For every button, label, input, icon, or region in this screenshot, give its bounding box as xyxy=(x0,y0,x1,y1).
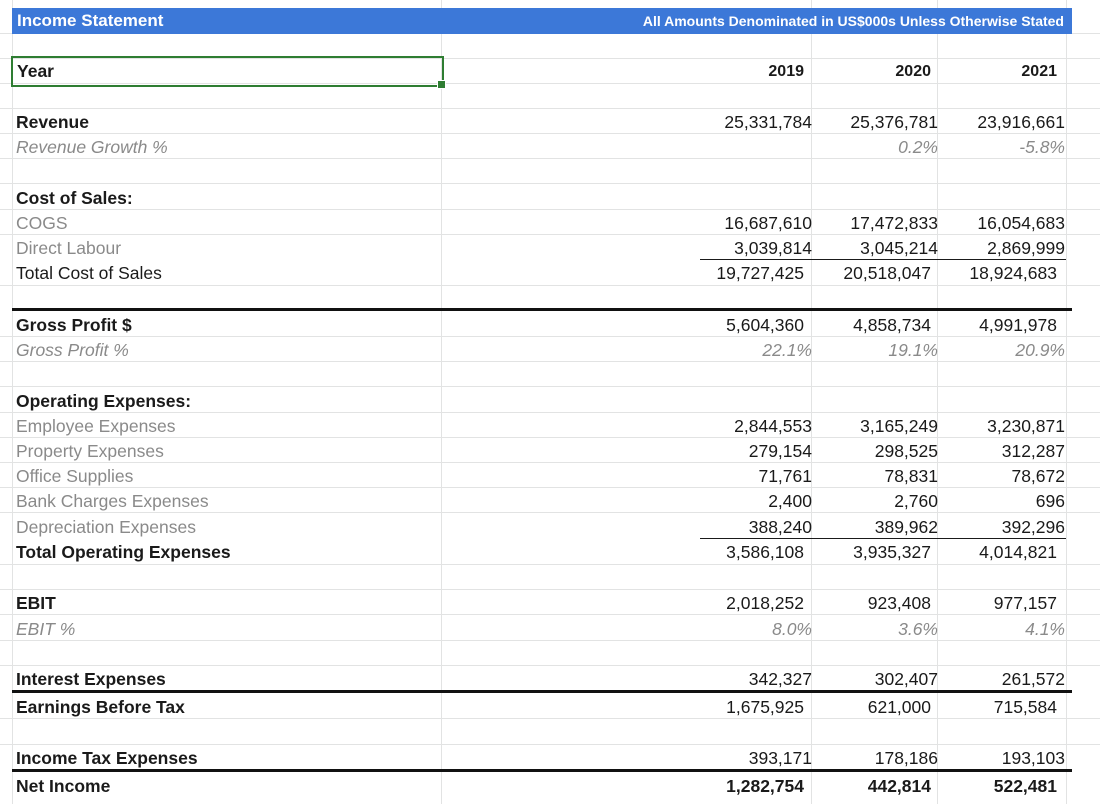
total-cost-of-sales-label[interactable]: Total Cost of Sales xyxy=(16,263,162,283)
gross-profit-pct-2021[interactable]: 20.9% xyxy=(1015,340,1065,360)
subtotal-rule xyxy=(700,259,1066,260)
net-income-2020[interactable]: 442,814 xyxy=(867,776,931,796)
total-cost-of-sales-2021[interactable]: 18,924,683 xyxy=(969,263,1057,283)
total-operating-expenses-2020[interactable]: 3,935,327 xyxy=(853,542,931,562)
direct-labour-2021[interactable]: 2,869,999 xyxy=(987,238,1065,258)
section-rule xyxy=(12,769,1072,772)
gross-profit-pct-2020[interactable]: 19.1% xyxy=(888,340,938,360)
year-label[interactable]: Year xyxy=(17,61,54,81)
selected-cell[interactable] xyxy=(11,56,444,87)
depreciation-2020[interactable]: 389,962 xyxy=(874,517,938,537)
ebit-2020[interactable]: 923,408 xyxy=(867,593,931,613)
header-banner xyxy=(12,8,1072,34)
property-expenses-2020[interactable]: 298,525 xyxy=(874,441,938,461)
ebit-pct-2021[interactable]: 4.1% xyxy=(1025,619,1065,639)
property-expenses-2019[interactable]: 279,154 xyxy=(748,441,812,461)
income-tax-2019[interactable]: 393,171 xyxy=(748,748,812,768)
ebit-2019[interactable]: 2,018,252 xyxy=(726,593,804,613)
total-cost-of-sales-2020[interactable]: 20,518,047 xyxy=(843,263,931,283)
total-cost-of-sales-2019[interactable]: 19,727,425 xyxy=(716,263,804,283)
gross-profit-pct-2019[interactable]: 22.1% xyxy=(762,340,812,360)
gross-profit-2021[interactable]: 4,991,978 xyxy=(979,315,1057,335)
section-rule xyxy=(12,690,1072,693)
depreciation-label[interactable]: Depreciation Expenses xyxy=(16,517,196,537)
total-operating-expenses-2019[interactable]: 3,586,108 xyxy=(726,542,804,562)
property-expenses-label[interactable]: Property Expenses xyxy=(16,441,164,461)
year-2021[interactable]: 2021 xyxy=(1021,63,1057,80)
ebit-pct-2019[interactable]: 8.0% xyxy=(772,619,812,639)
earnings-before-tax-2019[interactable]: 1,675,925 xyxy=(726,697,804,717)
section-rule xyxy=(12,308,1072,311)
ebit-2021[interactable]: 977,157 xyxy=(993,593,1057,613)
depreciation-2021[interactable]: 392,296 xyxy=(1001,517,1065,537)
employee-expenses-label[interactable]: Employee Expenses xyxy=(16,416,176,436)
bank-charges-label[interactable]: Bank Charges Expenses xyxy=(16,491,209,511)
fill-handle[interactable] xyxy=(437,80,446,89)
interest-expenses-2021[interactable]: 261,572 xyxy=(1001,669,1065,689)
income-tax-2020[interactable]: 178,186 xyxy=(874,748,938,768)
income-tax-label[interactable]: Income Tax Expenses xyxy=(16,748,198,768)
revenue-label[interactable]: Revenue xyxy=(16,112,89,132)
gridline xyxy=(0,487,1100,488)
office-supplies-2019[interactable]: 71,761 xyxy=(758,466,812,486)
revenue-2019[interactable]: 25,331,784 xyxy=(724,112,812,132)
office-supplies-2021[interactable]: 78,672 xyxy=(1011,466,1065,486)
currency-note: All Amounts Denominated in US$000s Unless Otherwise Stated xyxy=(642,13,1064,29)
ebit-pct-2020[interactable]: 3.6% xyxy=(898,619,938,639)
year-2020[interactable]: 2020 xyxy=(895,63,931,80)
operating-expenses-heading[interactable]: Operating Expenses: xyxy=(16,391,192,411)
gross-profit-2019[interactable]: 5,604,360 xyxy=(726,315,804,335)
office-supplies-label[interactable]: Office Supplies xyxy=(16,466,134,486)
gridline xyxy=(0,234,1100,235)
gross-profit-pct-label[interactable]: Gross Profit % xyxy=(16,340,129,360)
sheet-title: Income Statement xyxy=(17,11,164,30)
gridline xyxy=(0,285,1100,286)
depreciation-2019[interactable]: 388,240 xyxy=(748,517,812,537)
direct-labour-2019[interactable]: 3,039,814 xyxy=(734,238,812,258)
gridline xyxy=(0,412,1100,413)
gridline xyxy=(0,640,1100,641)
bank-charges-2020[interactable]: 2,760 xyxy=(894,491,938,511)
employee-expenses-2019[interactable]: 2,844,553 xyxy=(734,416,812,436)
gridline xyxy=(0,718,1100,719)
gridline xyxy=(0,183,1100,184)
gridline xyxy=(441,0,442,804)
employee-expenses-2020[interactable]: 3,165,249 xyxy=(860,416,938,436)
gridline xyxy=(0,589,1100,590)
bank-charges-2019[interactable]: 2,400 xyxy=(768,491,812,511)
gross-profit-2020[interactable]: 4,858,734 xyxy=(853,315,931,335)
gridline xyxy=(0,133,1100,134)
earnings-before-tax-label[interactable]: Earnings Before Tax xyxy=(16,697,185,717)
revenue-2020[interactable]: 25,376,781 xyxy=(850,112,938,132)
direct-labour-2020[interactable]: 3,045,214 xyxy=(860,238,938,258)
gridline xyxy=(0,209,1100,210)
interest-expenses-2020[interactable]: 302,407 xyxy=(874,669,938,689)
gridline xyxy=(0,336,1100,337)
interest-expenses-2019[interactable]: 342,327 xyxy=(748,669,812,689)
ebit-pct-label[interactable]: EBIT % xyxy=(16,619,76,639)
earnings-before-tax-2021[interactable]: 715,584 xyxy=(993,697,1057,717)
net-income-label[interactable]: Net Income xyxy=(16,776,111,796)
bank-charges-2021[interactable]: 696 xyxy=(1035,491,1065,511)
cogs-2019[interactable]: 16,687,610 xyxy=(724,213,812,233)
gridline xyxy=(0,437,1100,438)
net-income-2021[interactable]: 522,481 xyxy=(993,776,1057,796)
cost-of-sales-heading[interactable]: Cost of Sales: xyxy=(16,188,133,208)
gridline xyxy=(0,665,1100,666)
employee-expenses-2021[interactable]: 3,230,871 xyxy=(987,416,1065,436)
gridline xyxy=(0,361,1100,362)
cogs-2020[interactable]: 17,472,833 xyxy=(850,213,938,233)
gridline xyxy=(0,158,1100,159)
cogs-2021[interactable]: 16,054,683 xyxy=(977,213,1065,233)
interest-expenses-label[interactable]: Interest Expenses xyxy=(16,669,166,689)
gross-profit-label[interactable]: Gross Profit $ xyxy=(16,315,132,335)
earnings-before-tax-2020[interactable]: 621,000 xyxy=(867,697,931,717)
ebit-label[interactable]: EBIT xyxy=(16,593,56,613)
property-expenses-2021[interactable]: 312,287 xyxy=(1001,441,1065,461)
gridline xyxy=(0,744,1100,745)
gridline xyxy=(1066,0,1067,804)
gridline xyxy=(0,512,1100,513)
net-income-2019[interactable]: 1,282,754 xyxy=(726,776,804,796)
revenue-2021[interactable]: 23,916,661 xyxy=(977,112,1065,132)
direct-labour-label[interactable]: Direct Labour xyxy=(16,238,122,258)
gridline xyxy=(0,564,1100,565)
revenue-growth-2021[interactable]: -5.8% xyxy=(1019,137,1065,157)
gridline xyxy=(0,386,1100,387)
revenue-growth-label[interactable]: Revenue Growth % xyxy=(16,137,168,157)
gridline xyxy=(0,614,1100,615)
gridline xyxy=(0,108,1100,109)
cogs-label[interactable]: COGS xyxy=(16,213,68,233)
income-tax-2021[interactable]: 193,103 xyxy=(1001,748,1065,768)
total-operating-expenses-label[interactable]: Total Operating Expenses xyxy=(16,542,231,562)
office-supplies-2020[interactable]: 78,831 xyxy=(884,466,938,486)
year-2019[interactable]: 2019 xyxy=(768,63,804,80)
total-operating-expenses-2021[interactable]: 4,014,821 xyxy=(979,542,1057,562)
gridline xyxy=(12,0,13,804)
gridline xyxy=(0,462,1100,463)
revenue-growth-2020[interactable]: 0.2% xyxy=(898,137,938,157)
subtotal-rule xyxy=(700,538,1066,539)
